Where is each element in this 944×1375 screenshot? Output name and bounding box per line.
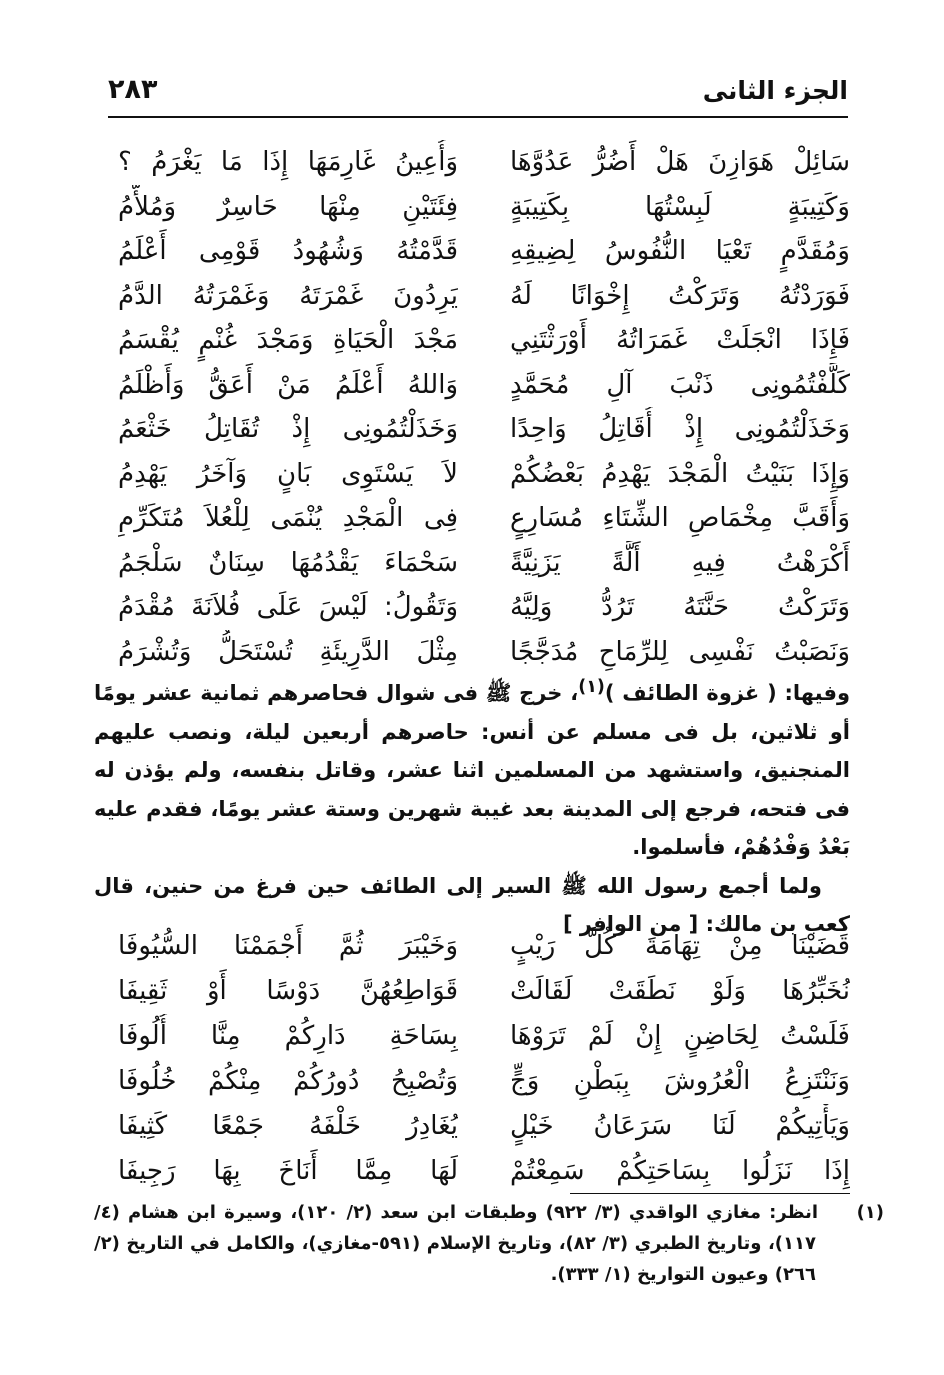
verse-second-hemistich: مِثْلَ الدَّرِيئَةِ تُسْتَحَلُّ وَتُشْرَمُ [118,636,458,667]
verse-second-hemistich: قَدَّمْتُهُ وَشُهُودُ قَوْمِى أَعْلَمُ [118,236,458,266]
verse [118,1014,850,1059]
verse-first-hemistich: قَضَيْنَا مِنْ تِهَامَةَ كُلَّ رَيْبٍ [510,931,850,961]
verse-second-hemistich: وَتُصْبِحُ دُورُكُمْ مِنْكُمْ خُلُوفَا [118,1066,458,1096]
verse-first-hemistich: وَمُقَدَّمٍ تَعْيَا النُّفُوسُ لِضِيقِهِ [510,236,850,266]
verse [118,1059,850,1104]
paragraph-kaab: ولما أجمع رسول الله ﷺ السير إلى الطائف حين فرغ من حنين، قال كعب بن مالك: [ من الوافر ] [94,873,850,936]
verse-second-hemistich: وَخَيْبَرَ ثُمَّ أَجْمَمْنَا السُّيُوفَا [118,931,458,961]
verse-first-hemistich: وَخَذَلْتُمُونِى إِذْ أُقَاتِلُ وَاحِدًا [510,414,850,444]
page-number: ٢٨٣ [108,74,158,105]
verse-first-hemistich: سَائِلْ هَوَازِنَ هَلْ أَضُرُّ عَدُوَّهَا [510,147,850,177]
verse [118,969,850,1014]
verse-second-hemistich: لاَ يَسْتَوِى بَانٍ وَآخَرُ يَهْدِمُ [118,458,458,489]
footnote-number: (١) [856,1202,885,1223]
verse [118,924,850,969]
verse-second-hemistich: وَتَقُولُ: لَيْسَ عَلَى فُلاَنَةَ مُقْدَمُ [118,592,458,622]
verse-first-hemistich: فَوَرَدْتُهُ وَتَرَكْتُ إِخْوَانًا لَهُ [510,280,850,311]
verse [118,1149,850,1194]
paragraph-taif [94,668,850,867]
verse [118,452,850,497]
verse-second-hemistich: يَرِدُونَ غَمْرَتَهُ وَغَمْرَتُهُ الدَّمُ [118,280,458,311]
verse-first-hemistich: إِذَا نَزَلُوا بِسَاحَتِكُمْ سَمِعْتُمْ [510,1156,850,1186]
verse [118,585,850,630]
verse-first-hemistich: وَكَتِيبَةٍ لَبِسْتُهَا بِكَتِيبَةٍ [510,191,850,222]
verse-first-hemistich: نُخَبِّرُهَا وَلَوْ نَطَقَتْ لَقَالَتْ [510,976,850,1006]
verse-second-hemistich: قَوَاطِعُهُنَّ دَوْسًا أَوْ ثَقِيفَا [118,976,458,1006]
footnote-divider [570,1193,850,1194]
footnote-text: انظر: مغازي الواقدي (٣/ ٩٢٢) وطبقات ابن سعد (٢/ ١٢٠)، وسيرة ابن هشام (٤/ ١١٧)، وتاريخ الطبري (٣/ ٨٢)، وتاريخ الإسلام (٥٩١-مغازي)، والكامل في التاريخ (٢/ ٢٦٦) وعيون التواريخ (١/ ٣٣٣). [94,1202,819,1285]
verse-second-hemistich: يُغَادِرُ خَلْفَهُ جَمْعًا كَثِيفَا [118,1111,458,1141]
verse [118,363,850,408]
poem-wafir [118,924,850,1194]
verse-second-hemistich: مَجْدَ الْحَيَاةِ وَمَجْدَ غُنْمٍ يُقْسَمُ [118,325,458,355]
verse-second-hemistich: لَهَا مِمَّا أَنَاخَ بِهَا رَجِيفَا [118,1156,458,1186]
verse [118,229,850,274]
verse [118,407,850,452]
verse-first-hemistich: فَلَسْتُ لِحَاضِنٍ إِنْ لَمْ تَرَوْهَا [510,1021,850,1051]
verse-second-hemistich: سَحْمَاءَ يَقْدُمُهَا سِنَانٌ سَلْجَمُ [118,547,458,578]
verse-first-hemistich: وَنَصَبْتُ نَفْسِى لِلرِّمَاحِ مُدَجَّجًا [510,636,850,667]
verse [118,1104,850,1149]
paragraph-body: ، خرج ﷺ فى شوال فحاصرهم ثمانية عشر يومًا أو ثلاثين، بل فى مسلم عن أنس: حاصرهم أربعين ليلة، ونصب عليهم المنجنيق، واستشهد من المسلمين اثنا عشر، وقاتل بنفسه، ولم يؤذن له فى فتحه، فرجع إلى المدينة بعد غيبة شهرين وستة عشر يومًا، فقدم عليه بَعْدُ وَفْدُهُمْ، فأسلموا. [94,681,850,859]
footnotes [94,1197,885,1290]
verse-second-hemistich: وَأُعِينُ غَارِمَهَا إِذَا مَا يَغْرَمُ ؟ [118,147,458,177]
verse-first-hemistich: فَإِذَا انْجَلَتْ غَمَرَاتُهُ أَوْرَثْتَنِي [510,325,850,355]
verse-second-hemistich: وَاللهُ أَعْلَمُ مَنْ أَعَقُّ وَأَظْلَمُ [118,369,458,400]
verse [118,140,850,185]
footnote-ref: (١) [578,677,605,697]
running-title: الجزء الثانى [702,76,848,105]
verse-second-hemistich: فِى الْمَجْدِ يُنْمَى لِلْعُلاَ مُتَكَرِّمِ [118,503,458,533]
paragraph-lead: وفيها: ( غزوة الطائف ) [604,681,850,705]
prose-section [94,668,850,944]
verse-first-hemistich: وَإِذَا بَنَيْتُ الْمَجْدَ يَهْدِمُ بَعْضُكُمْ [510,458,850,489]
verse [118,318,850,363]
verse [118,496,850,541]
verse-first-hemistich: وَنَنْتَزِعُ الْعُرُوشَ بِبَطْنِ وَجٍّ [510,1066,850,1096]
footnote [94,1197,885,1290]
verse [118,274,850,319]
page-header [108,70,848,118]
verse-second-hemistich: بِسَاحَةِ دَارِكُمْ مِنَّا أُلُوفَا [118,1021,458,1051]
verse-first-hemistich: أَكْرَهْتُ فِيهِ أَلَّةً يَزَنِيَّةً [510,547,850,578]
verse-first-hemistich: وَيَأْتِيكُمْ لَنَا سَرَعَانُ خَيْلٍ [510,1111,850,1141]
verse [118,185,850,230]
poem-kamil [118,140,850,674]
verse [118,541,850,586]
verse-first-hemistich: وَتَرَكْتُ حَنَّتَهُ تَرُدُّ وَلِيَّهُ [510,592,850,622]
verse-first-hemistich: وَأَقَبَّ مِخْمَاصِ الشِّتَاءِ مُسَارِعٍ [510,503,850,533]
verse-second-hemistich: وَخَذَلْتُمُونِى إِذْ تُقَاتِلُ خَثْعَمُ [118,414,458,444]
verse-first-hemistich: كَلَّفْتُمُونِى ذَنْبَ آلِ مُحَمَّدٍ [510,369,850,400]
verse-second-hemistich: فِئَتَيْنِ مِنْهَا حَاسِرٌ وَمُلأَّمُ [118,191,458,222]
